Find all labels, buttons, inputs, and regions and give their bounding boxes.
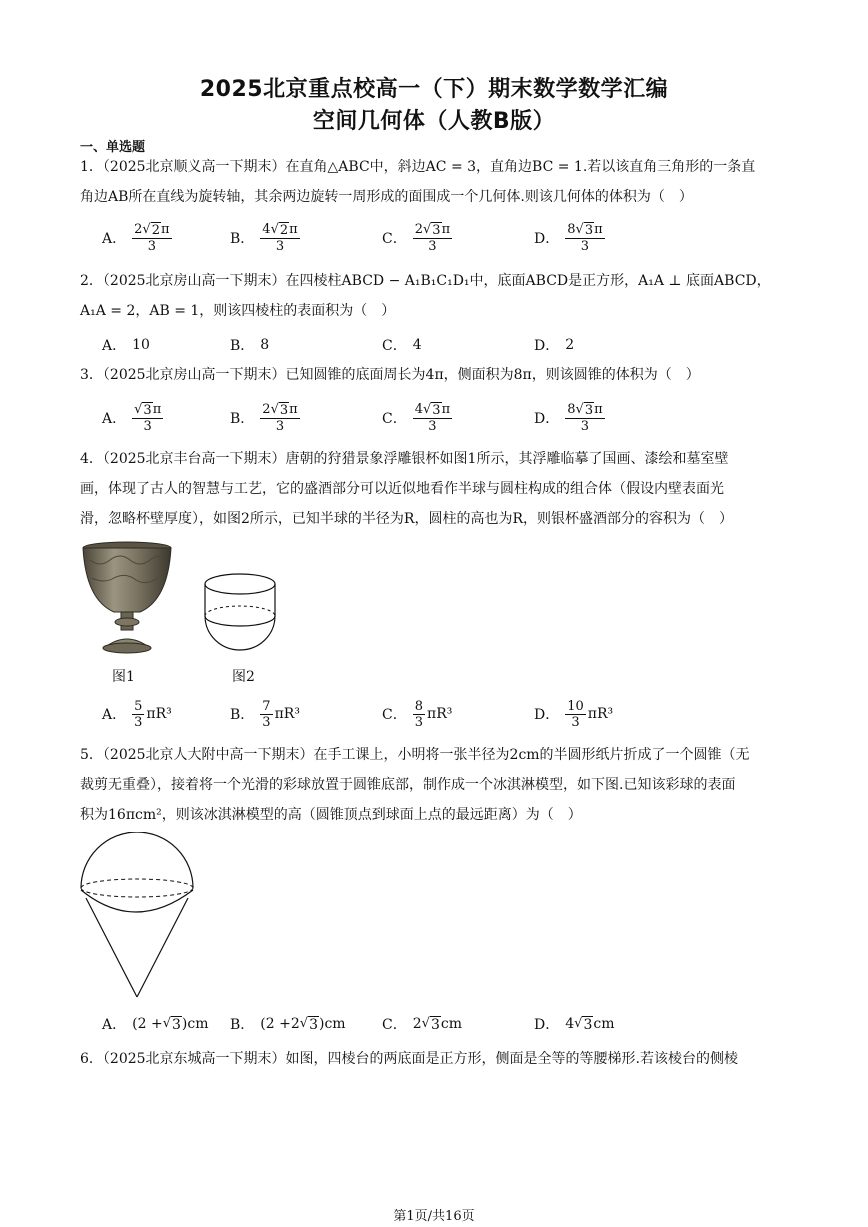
page-title: 2025北京重点校高一（下）期末数学数学汇编: [199, 77, 669, 102]
fraction: 4 √ 2 π 3: [262, 222, 298, 254]
figure-2-label: 图2: [232, 669, 255, 685]
option-d[interactable]: [534, 218, 605, 258]
page-subtitle: 空间几何体（人教B版）: [312, 109, 556, 134]
fraction: $\frac{7}{3}$: [262, 698, 271, 730]
silver-cup-image: [80, 540, 174, 656]
question-1-options: [80, 218, 792, 258]
question-6: [80, 1044, 792, 1074]
option-b[interactable]: B． 2 √ 3 π 3: [230, 402, 298, 434]
option-c[interactable]: C． 2 √ 3 cm: [382, 1015, 462, 1033]
option-b[interactable]: B． (2 + 2 √ 3 )cm: [230, 1015, 346, 1033]
question-3-line-1: 3．（2025北京房山高一下期末）已知圆锥的底面周长为4π，侧面积为8π，则该圆锥的体积为（ ）: [80, 367, 700, 383]
option-b[interactable]: B． $\frac{7}{3}$ πR³: [230, 698, 300, 730]
question-5-options: [80, 1004, 792, 1044]
question-4-line-1: 4．（2025北京丰台高一下期末）唐朝的狩猎景象浮雕银杯如图1所示，其浮雕临摹了国画、漆绘和墓室壁: [80, 451, 729, 467]
section-heading: 一、单选题: [80, 140, 146, 155]
question-5-line-2: 裁剪无重叠），接着将一个光滑的彩球放置于圆锥底部，制作成一个冰淇淋模型，如下图.已知该彩球的表面: [80, 777, 736, 793]
option-c[interactable]: [382, 218, 452, 258]
option-d[interactable]: D． 2: [534, 337, 575, 354]
fraction: 4 √ 3 π 3: [414, 402, 451, 434]
option-a[interactable]: [102, 218, 172, 258]
question-6-line-1: 6．（2025北京东城高一下期末）如图，四棱台的两底面是正方形，侧面是全等的等腰梯形.若该棱台的侧棱: [80, 1051, 738, 1067]
option-a[interactable]: A． (2 + √ 3 )cm: [102, 1015, 209, 1033]
figure-1-label: 图1: [112, 669, 135, 685]
fraction: $\frac{5}{3}$: [134, 698, 143, 730]
option-b[interactable]: [230, 218, 300, 258]
option-a[interactable]: A． $\frac{5}{3}$ πR³: [102, 698, 172, 730]
option-c[interactable]: C． $\frac{8}{3}$ πR³: [382, 698, 453, 730]
option-c[interactable]: C． 4: [382, 337, 422, 354]
question-2-line-1: 2．（2025北京房山高一下期末）在四棱柱ABCD − A₁B₁C₁D₁中，底面ABCD是正方形，A₁A ⊥ 底面ABCD，: [80, 273, 771, 289]
hemisphere-cylinder-diagram: [200, 572, 280, 656]
question-2-options: [80, 325, 792, 365]
question-4-line-3: 滑，忽略杯壁厚度），如图2所示，已知半球的半径为R，圆柱的高也为R，则银杯盛酒部分的容积为（ ）: [80, 511, 733, 527]
question-4-line-2: 画，体现了古人的智慧与工艺，它的盛酒部分可以近似地看作半球与圆柱构成的组合体（假设内壁表面光: [80, 481, 724, 497]
page-footer: 第1页/共16页: [393, 1209, 475, 1224]
fraction: 2 √ 3 π 3: [262, 402, 298, 434]
ice-cream-cone-diagram: [78, 832, 196, 1002]
question-5: [80, 740, 792, 830]
question-5-line-1: 5．（2025北京人大附中高一下期末）在手工课上，小明将一张半径为2cm的半圆形纸片折成了一个圆锥（无: [80, 747, 750, 763]
fraction: 8 √ 3 π 3: [567, 402, 603, 434]
question-1-line-2: 角边AB所在直线为旋转轴，其余两边旋转一周形成的面围成一个几何体.则该几何体的体积为（ ）: [80, 189, 693, 205]
question-3: [80, 360, 792, 390]
option-label: C．: [382, 231, 407, 247]
fraction: 8 √ 3 π 3: [567, 222, 603, 254]
fraction: 2 √ 2 π 3: [134, 222, 170, 254]
fraction: 2 √ 3 π 3: [414, 222, 451, 254]
question-4: [80, 444, 792, 534]
option-label: D．: [534, 231, 560, 247]
option-label: B．: [230, 231, 255, 247]
option-d[interactable]: D． 4 √ 3 cm: [534, 1015, 615, 1033]
fraction: $\frac{8}{3}$: [414, 698, 423, 730]
option-d[interactable]: D． 8 √ 3 π 3: [534, 402, 603, 434]
question-1-line-1: 1．（2025北京顺义高一下期末）在直角△ABC中，斜边AC = 3，直角边BC = 1.若以该直角三角形的一条直: [80, 159, 756, 175]
option-label: A．: [102, 231, 127, 247]
option-d[interactable]: D． $\frac{10}{3}$ πR³: [534, 698, 614, 730]
question-1: [80, 152, 792, 212]
option-a[interactable]: A． 10: [102, 337, 150, 354]
question-2: [80, 266, 792, 326]
option-c[interactable]: C． 4 √ 3 π 3: [382, 402, 451, 434]
option-a[interactable]: A． √ 3 π 3: [102, 402, 162, 434]
fraction: √ 3 π 3: [134, 402, 162, 434]
option-b[interactable]: B． 8: [230, 337, 270, 354]
question-5-line-3: 积为16πcm²，则该冰淇淋模型的高（圆锥顶点到球面上点的最远距离）为（ ）: [80, 807, 582, 823]
fraction: $\frac{10}{3}$: [567, 698, 584, 730]
question-2-line-2: A₁A = 2，AB = 1，则该四棱柱的表面积为（ ）: [80, 303, 396, 319]
question-3-options: [80, 398, 792, 438]
question-4-options: [80, 694, 792, 734]
